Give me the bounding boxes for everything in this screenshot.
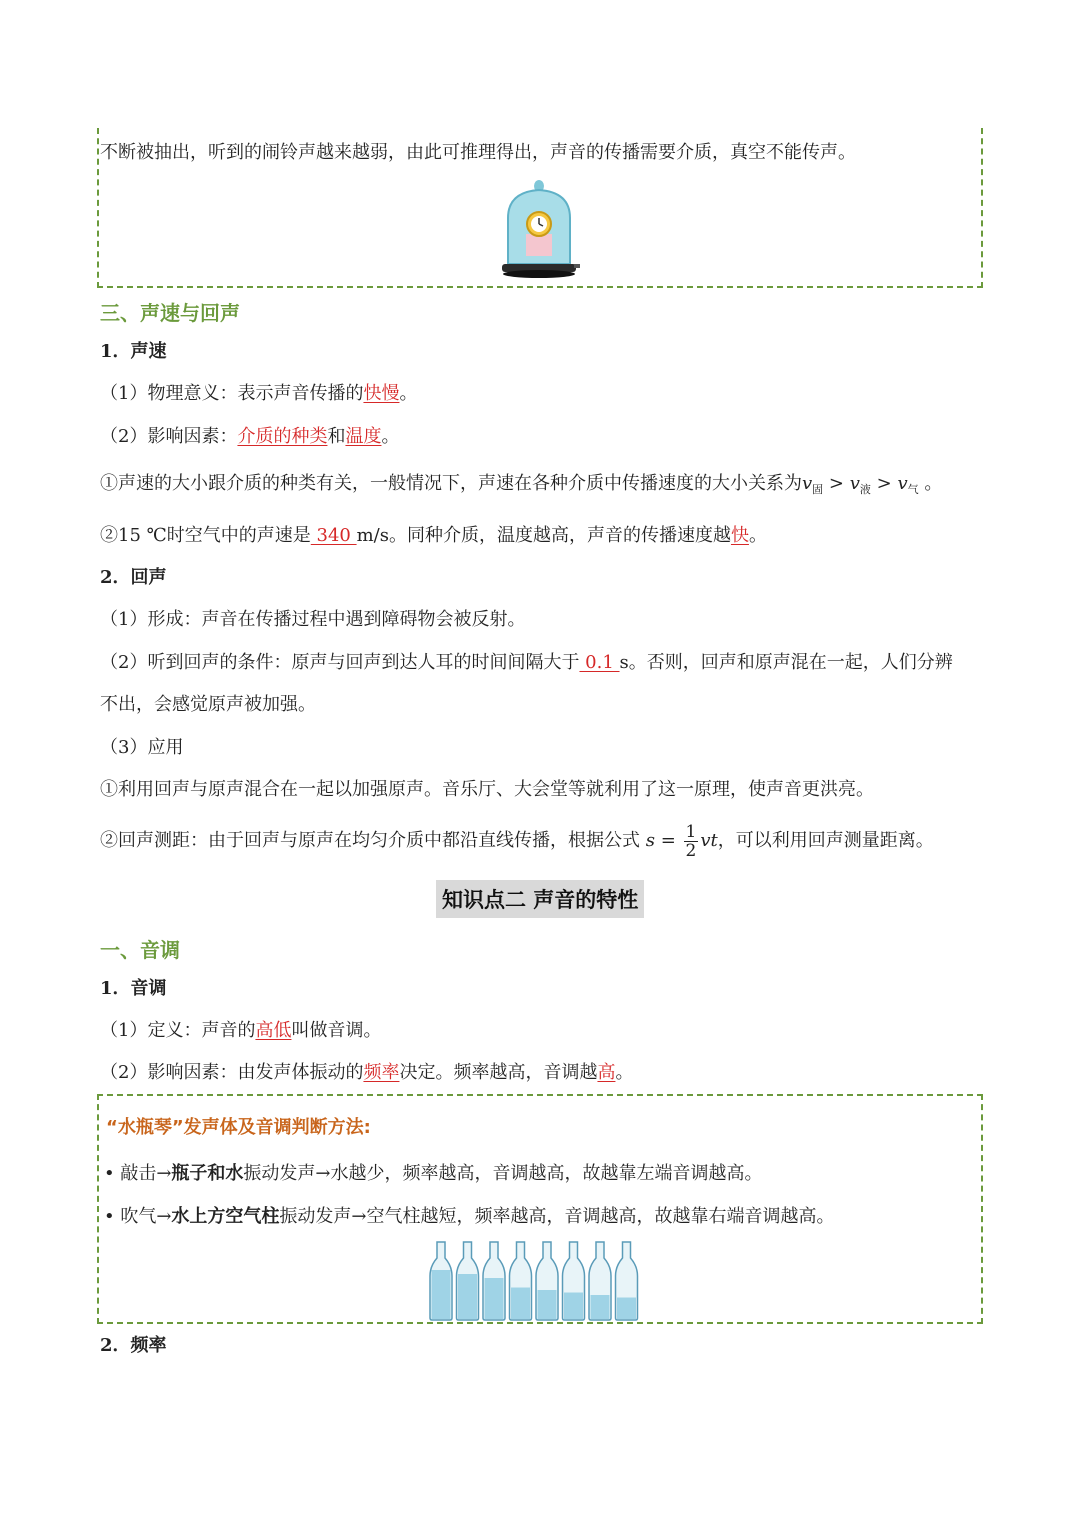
echo-formation: （1）形成：声音在传播过程中遇到障碍物会被反射。: [100, 609, 526, 630]
water-bottles-image: [428, 1240, 640, 1322]
echo-application-title: （3）应用: [100, 737, 184, 758]
echo-condition-cont: 不出，会感觉原声被加强。: [100, 694, 316, 715]
echo-title: 2．回声: [100, 567, 167, 588]
echo-application-1: ①利用回声与原声混合在一起以加强原声。音乐厅、大会堂等就利用了这一原理，使声音更洪亮。: [100, 779, 874, 800]
bottle: [510, 1242, 532, 1320]
bottle: [616, 1242, 638, 1320]
bottle-bullet-strike: • 敲击→瓶子和水振动发声→水越少，频率越高，音调越高，故越靠左端音调越高。: [104, 1163, 763, 1184]
echo-condition: （2）听到回声的条件：原声与回声到达人耳的时间间隔大于 0.1 s。否则，回声和原声混在一起，人们分辨: [100, 652, 953, 673]
bottle-box-heading: “水瓶琴”发声体及音调判断方法:: [106, 1117, 371, 1138]
speed-note-1: ①声速的大小跟介质的种类有关，一般情况下，声速在各种介质中传播速度的大小关系为$v_固 > v_液 > v_气$ 。: [100, 473, 943, 496]
speed-meaning: （1）物理意义：表示声音传播的快慢。: [100, 383, 418, 404]
intro-text: 不断被抽出，听到的闹铃声越来越弱，由此可推理得出，声音的传播需要介质，真空不能传声。: [100, 142, 856, 163]
bottle-bullet-blow: • 吹气→水上方空气柱振动发声→空气柱越短，频率越高，音调越高，故越靠右端音调越高。: [104, 1206, 835, 1227]
knowledge-point-title: 知识点二 声音的特性: [436, 880, 644, 918]
echo-application-2: ②回声测距：由于回声与原声在均匀介质中都沿直线传播，根据公式 s = $\frac{1}{2}$ vt，可以利用回声测量距离。: [100, 821, 934, 861]
answer-blank: 快: [730, 525, 749, 546]
bottle: [457, 1242, 479, 1320]
answer-blank: 高: [597, 1062, 616, 1083]
bottle: [430, 1242, 452, 1320]
section-heading-speed-echo: 三、声速与回声: [100, 301, 240, 325]
answer-blank: 快慢: [363, 383, 400, 404]
bell-jar-image: [498, 178, 582, 280]
answer-blank: 频率: [363, 1062, 400, 1083]
answer-blank: 0.1: [579, 652, 620, 673]
pitch-definition: （1）定义：声音的高低叫做音调。: [100, 1020, 382, 1041]
bottle: [563, 1242, 585, 1320]
bottle: [589, 1242, 611, 1320]
frequency-subtitle: 2．频率: [100, 1335, 167, 1356]
pitch-factor: （2）影响因素：由发声体振动的频率决定。频率越高，音调越高。: [100, 1062, 634, 1083]
answer-blank: 340: [310, 525, 357, 546]
answer-blank: 介质的种类: [237, 426, 328, 447]
section-heading-pitch: 一、音调: [100, 938, 180, 962]
answer-blank: 温度: [345, 426, 382, 447]
speed-note-2: ②15 ℃时空气中的声速是 340 m/s。同种介质，温度越高，声音的传播速度越快。: [100, 525, 767, 546]
speed-title: 1．声速: [100, 341, 167, 362]
answer-blank: 高低: [255, 1020, 292, 1041]
pitch-subtitle: 1．音调: [100, 978, 167, 999]
bottle: [536, 1242, 558, 1320]
fraction-one-half: $\frac{1}{2}$: [685, 821, 697, 861]
bottle: [483, 1242, 505, 1320]
speed-factors: （2）影响因素：介质的种类和温度。: [100, 426, 400, 447]
